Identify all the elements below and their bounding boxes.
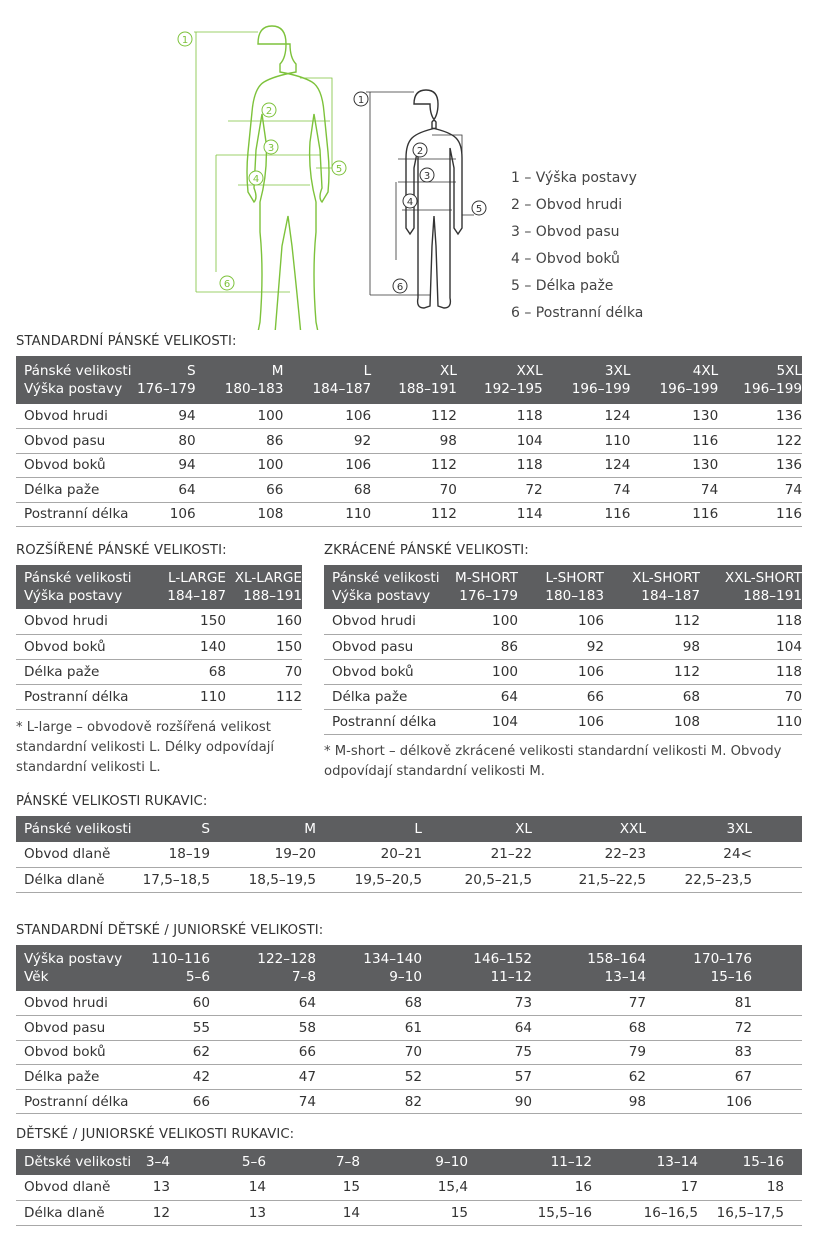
table-row: Délka paže 64 66 68 70 xyxy=(324,684,802,709)
extended-note: * L-large – obvodově rozšířená velikost standardní velikosti L. Délky odpovídají standardní velikosti L. xyxy=(16,720,275,775)
table-header: Pánské velikosti Výška postavy L-LARGE 184–187 XL-LARGE 188–191 xyxy=(16,565,302,609)
body-outline-illustration xyxy=(0,0,818,330)
marker-label: 5 xyxy=(335,164,343,175)
legend-item: 5 – Délka paže xyxy=(511,278,614,294)
table-row: Obvod hrudi 100 106 112 118 xyxy=(324,609,802,634)
svg-text:2: 2 xyxy=(416,146,424,157)
marker-label: 4 xyxy=(252,174,260,185)
table-row: Obvod boků 62 66 70 75 79 83 xyxy=(16,1040,802,1065)
section-title-extended: ROZŠÍŘENÉ PÁNSKÉ VELIKOSTI: xyxy=(16,543,227,558)
table-row: Obvod dlaně 13 14 15 15,4 16 17 18 xyxy=(16,1175,802,1200)
svg-text:5: 5 xyxy=(475,204,483,215)
svg-text:3: 3 xyxy=(423,171,431,182)
table-row: Obvod boků 140 150 xyxy=(16,634,302,659)
marker-label: 1 xyxy=(181,35,189,46)
gloves-size-table xyxy=(16,816,802,893)
legend-item: 4 – Obvod boků xyxy=(511,251,620,267)
table-header: Dětské velikosti 3–4 5–6 7–8 9–10 11–12 13–14 15–16 xyxy=(16,1149,802,1175)
legend-item: 1 – Výška postavy xyxy=(511,170,637,186)
table-header: Výška postavy Věk 110–116 5–6 122–128 7–8 134–140 9–10 146–152 11–12 158–164 13–14 170–176 15–16 xyxy=(16,945,802,991)
table-row: Délka paže 42 47 52 57 62 67 xyxy=(16,1065,802,1090)
extended-size-table xyxy=(16,565,302,710)
table-row: Délka paže 68 70 xyxy=(16,659,302,684)
table-row: Obvod dlaně 18–19 19–20 20–21 21–22 22–23 24< xyxy=(16,842,802,867)
table-row: Obvod pasu 55 58 61 64 68 72 xyxy=(16,1016,802,1041)
table-row: Obvod boků 100 106 112 118 xyxy=(324,659,802,684)
legend-item: 2 – Obvod hrudi xyxy=(511,197,623,213)
table-header: Pánské velikosti Výška postavy M-SHORT 176–179 L-SHORT 180–183 XL-SHORT 184–187 XXL-SHORT 188–191 xyxy=(324,565,802,609)
table-row: Obvod hrudi 60 64 68 73 77 81 xyxy=(16,991,802,1016)
svg-text:6: 6 xyxy=(396,282,404,293)
marker-label: 2 xyxy=(265,106,273,117)
table-row: Délka dlaně 12 13 14 15 15,5–16 16–16,5 16,5–17,5 xyxy=(16,1200,802,1225)
table-row: Obvod hrudi 94 100 106 112 118 124 130 136 xyxy=(16,404,802,429)
table-row: Postranní délka 104 106 108 110 xyxy=(324,709,802,734)
legend-item: 3 – Obvod pasu xyxy=(511,224,620,240)
marker-label: 6 xyxy=(223,279,231,290)
body-measurement-figure xyxy=(0,0,818,330)
short-note: * M-short – délkově zkrácené velikosti standardní velikosti M. Obvody odpovídají standardní velikosti M. xyxy=(324,744,782,779)
table-row: Obvod hrudi 150 160 xyxy=(16,609,302,634)
table-row: Postranní délka 106 108 110 112 114 116 116 116 xyxy=(16,502,802,527)
kids-gloves-size-table xyxy=(16,1149,802,1226)
section-title-gloves: PÁNSKÉ VELIKOSTI RUKAVIC: xyxy=(16,794,208,809)
legend-item: 6 – Postranní délka xyxy=(511,305,644,321)
section-title-short: ZKRÁCENÉ PÁNSKÉ VELIKOSTI: xyxy=(324,543,529,558)
table-row: Délka paže 64 66 68 70 72 74 74 74 xyxy=(16,478,802,503)
section-title-standard: STANDARDNÍ PÁNSKÉ VELIKOSTI: xyxy=(16,334,237,349)
table-row: Obvod pasu 80 86 92 98 104 110 116 122 xyxy=(16,429,802,454)
svg-text:4: 4 xyxy=(406,197,414,208)
kids-size-table xyxy=(16,945,802,1114)
table-row: Obvod pasu 86 92 98 104 xyxy=(324,634,802,659)
measurement-legend xyxy=(511,165,643,327)
marker-label: 3 xyxy=(267,143,275,154)
table-row: Postranní délka 110 112 xyxy=(16,684,302,709)
table-row: Délka dlaně 17,5–18,5 18,5–19,5 19,5–20,5 20,5–21,5 21,5–22,5 22,5–23,5 xyxy=(16,867,802,892)
table-row: Postranní délka 66 74 82 90 98 106 xyxy=(16,1089,802,1114)
table-header: Pánské velikosti Výška postavy S 176–179 M 180–183 L 184–187 XL 188–191 XXL 192–195 3XL 196–199 4XL 196–199 5XL 196–199 xyxy=(16,356,802,404)
table-row: Obvod boků 94 100 106 112 118 124 130 136 xyxy=(16,453,802,478)
section-title-kids-gloves: DĚTSKÉ / JUNIORSKÉ VELIKOSTI RUKAVIC: xyxy=(16,1127,295,1142)
short-size-table xyxy=(324,565,802,735)
svg-text:1: 1 xyxy=(357,95,365,106)
table-header: Pánské velikosti S M L XL XXL 3XL xyxy=(16,816,802,842)
section-title-kids: STANDARDNÍ DĚTSKÉ / JUNIORSKÉ VELIKOSTI: xyxy=(16,923,324,938)
standard-size-table xyxy=(16,356,802,527)
